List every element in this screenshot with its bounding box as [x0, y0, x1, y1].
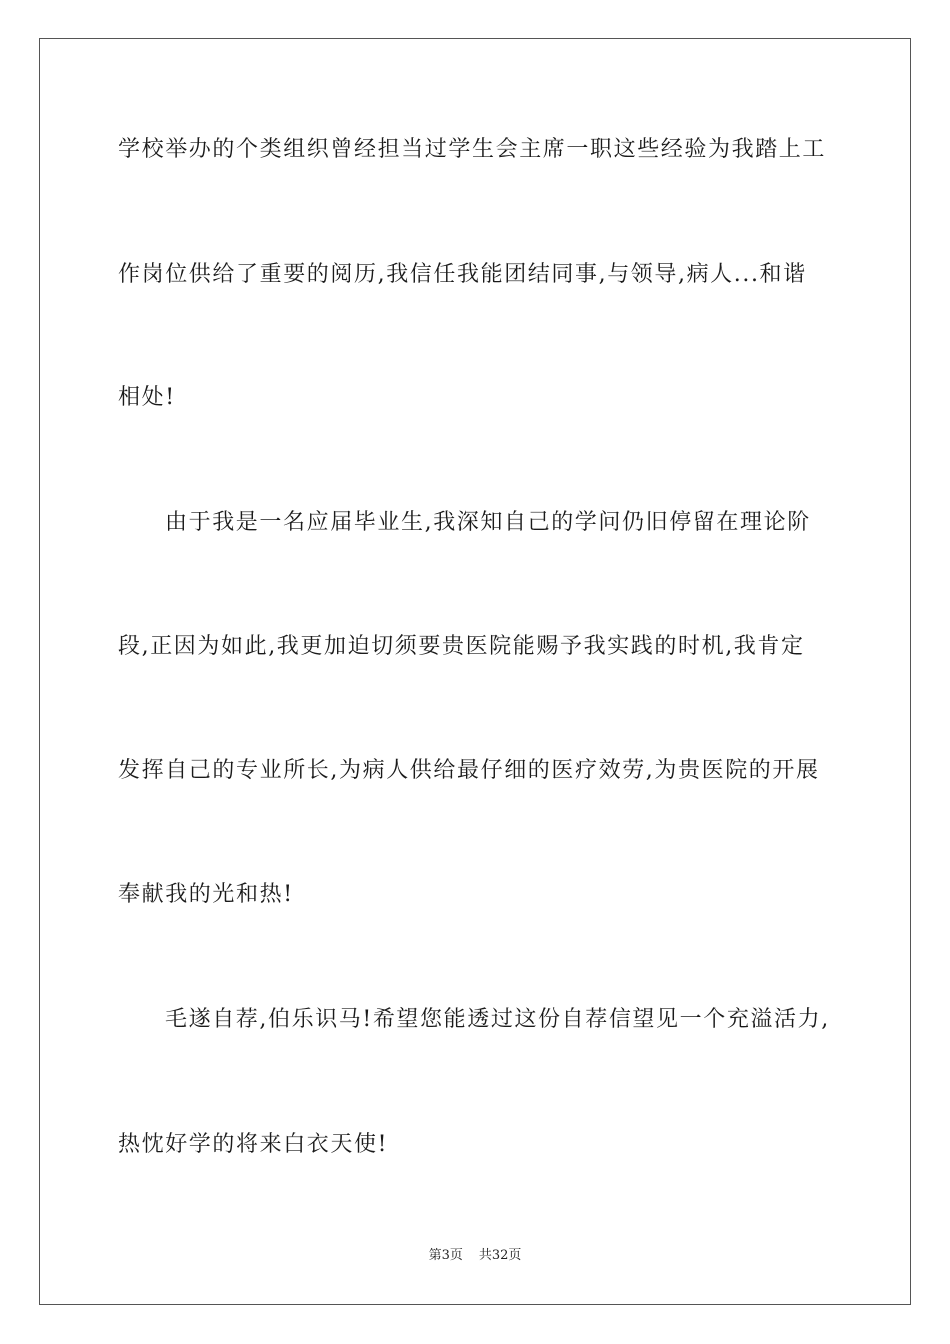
page-number-current: 第3页: [428, 1248, 463, 1263]
text-line-4: 由于我是一名应届毕业生,我深知自己的学问仍旧停留在理论阶: [165, 510, 811, 535]
text-line-9: 热忱好学的将来白衣天使!: [118, 1132, 389, 1157]
page-footer: [0, 1247, 950, 1265]
text-line-5: 段,正因为如此,我更加迫切须要贵医院能赐予我实践的时机,我肯定: [118, 634, 805, 659]
text-line-2: 作岗位供给了重要的阅历,我信任我能团结同事,与领导,病人...和谐: [118, 262, 807, 287]
text-line-3: 相处!: [118, 385, 176, 410]
page-border: [39, 38, 911, 1305]
text-line-7: 奉献我的光和热!: [118, 882, 294, 907]
text-line-6: 发挥自己的专业所长,为病人供给最仔细的医疗效劳,为贵医院的开展: [118, 758, 820, 783]
text-line-1: 学校举办的个类组织曾经担当过学生会主席一职这些经验为我踏上工: [118, 137, 827, 162]
page-number-total: 共32页: [478, 1248, 522, 1263]
text-line-8: 毛遂自荐,伯乐识马!希望您能透过这份自荐信望见一个充溢活力,: [165, 1007, 830, 1032]
